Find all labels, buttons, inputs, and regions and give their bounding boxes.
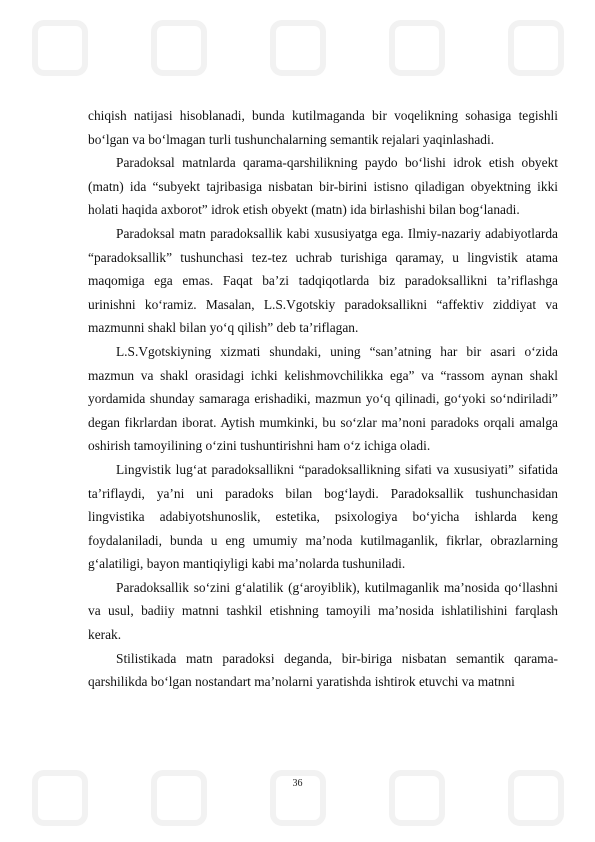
paragraph: Paradoksal matnlarda qarama-qarshilikning paydo bo‘lishi idrok etish obyekt (matn) ida “subyekt tajribasiga nisbatan bir-birini istisno qiladigan obyektning ikki holati haqida axborot” idrok etish obyekt (matn) ida birlashishi bilan bog‘lanadi. [88, 155, 558, 218]
paragraph: Paradoksal matn paradoksallik kabi xususiyatga ega. Ilmiy-nazariy adabiyotlarda “paradoksallik” tushunchasi tez-tez uchrab turishiga qaramay, u lingvistik atama maqomiga ega emas. Faqat ba’zi tadqiqotlarda biz paradoksallikni ta’riflashga urinishni ko‘ramiz. Masalan, L.S.Vgotskiy paradoksallikni “affektiv ziddiyat va mazmunni shakl bilan yo‘q qilish” deb ta’riflagan. [88, 225, 558, 336]
paragraph: Lingvistik lug‘at paradoksallikni “paradoksallikning sifati va xususiyati” sifatida ta’riflaydi, ya’ni uni paradoks bilan bog‘laydi. Paradoksallik tushunchasidan lingvistika adabiyotshunoslik, estetika, psixologiya bo‘yicha ishlarda keng foydalaniladi, bunda u eng umumiy ma’noda kutilmaganlik, fikrlar, obrazlarning g‘alatiligi, bayon mantiqiyligi kabi ma’nolarda tushuniladi. [88, 461, 558, 572]
watermark-logo [270, 20, 326, 76]
paragraph: Paradoksallik so‘zini g‘alatilik (g‘aroyiblik), kutilmaganlik ma’nosida qo‘llashni va usul, badiiy matnni tashkil etishning tamoyili ma’nosida ishlatilishini farqlash kerak. [88, 579, 558, 643]
watermark-logo [508, 20, 564, 76]
body-text [88, 104, 558, 694]
paragraph: chiqish natijasi hisoblanadi, bunda kutilmaganda bir voqelikning sohasiga tegishli bo‘lgan va bo‘lmagan turli tushunchalarning semantik rejalari yaqinlashadi. [88, 108, 558, 147]
watermark-logo [151, 20, 207, 76]
page-number: 36 [292, 778, 303, 789]
watermark-logo [389, 20, 445, 76]
watermark-top-row [0, 20, 595, 76]
watermark-logo [32, 20, 88, 76]
paragraph: L.S.Vgotskiyning xizmati shundaki, uning “san’atning har bir asari o‘zida mazmun va shakl orasidagi ichki kelishmovchilikka ega” va “rassom aynan shakl yordamida shunday samaraga erishadiki, mazmun yo‘q qilinadi, go‘yoki so‘ndiriladi” degan fikrlardan iborat. Aytish mumkinki, bu so‘zlar ma’noni paradoks orqali amalga oshirish tamoyilining o‘zini tushuntirishni ham o‘z ichiga oladi. [88, 343, 558, 454]
paragraph: Stilistikada matn paradoksi deganda, bir-biriga nisbatan semantik qarama-qarshilikda bo‘lgan nostandart ma’nolarni yaratishda ishtirok etuvchi va matnni [88, 650, 558, 690]
